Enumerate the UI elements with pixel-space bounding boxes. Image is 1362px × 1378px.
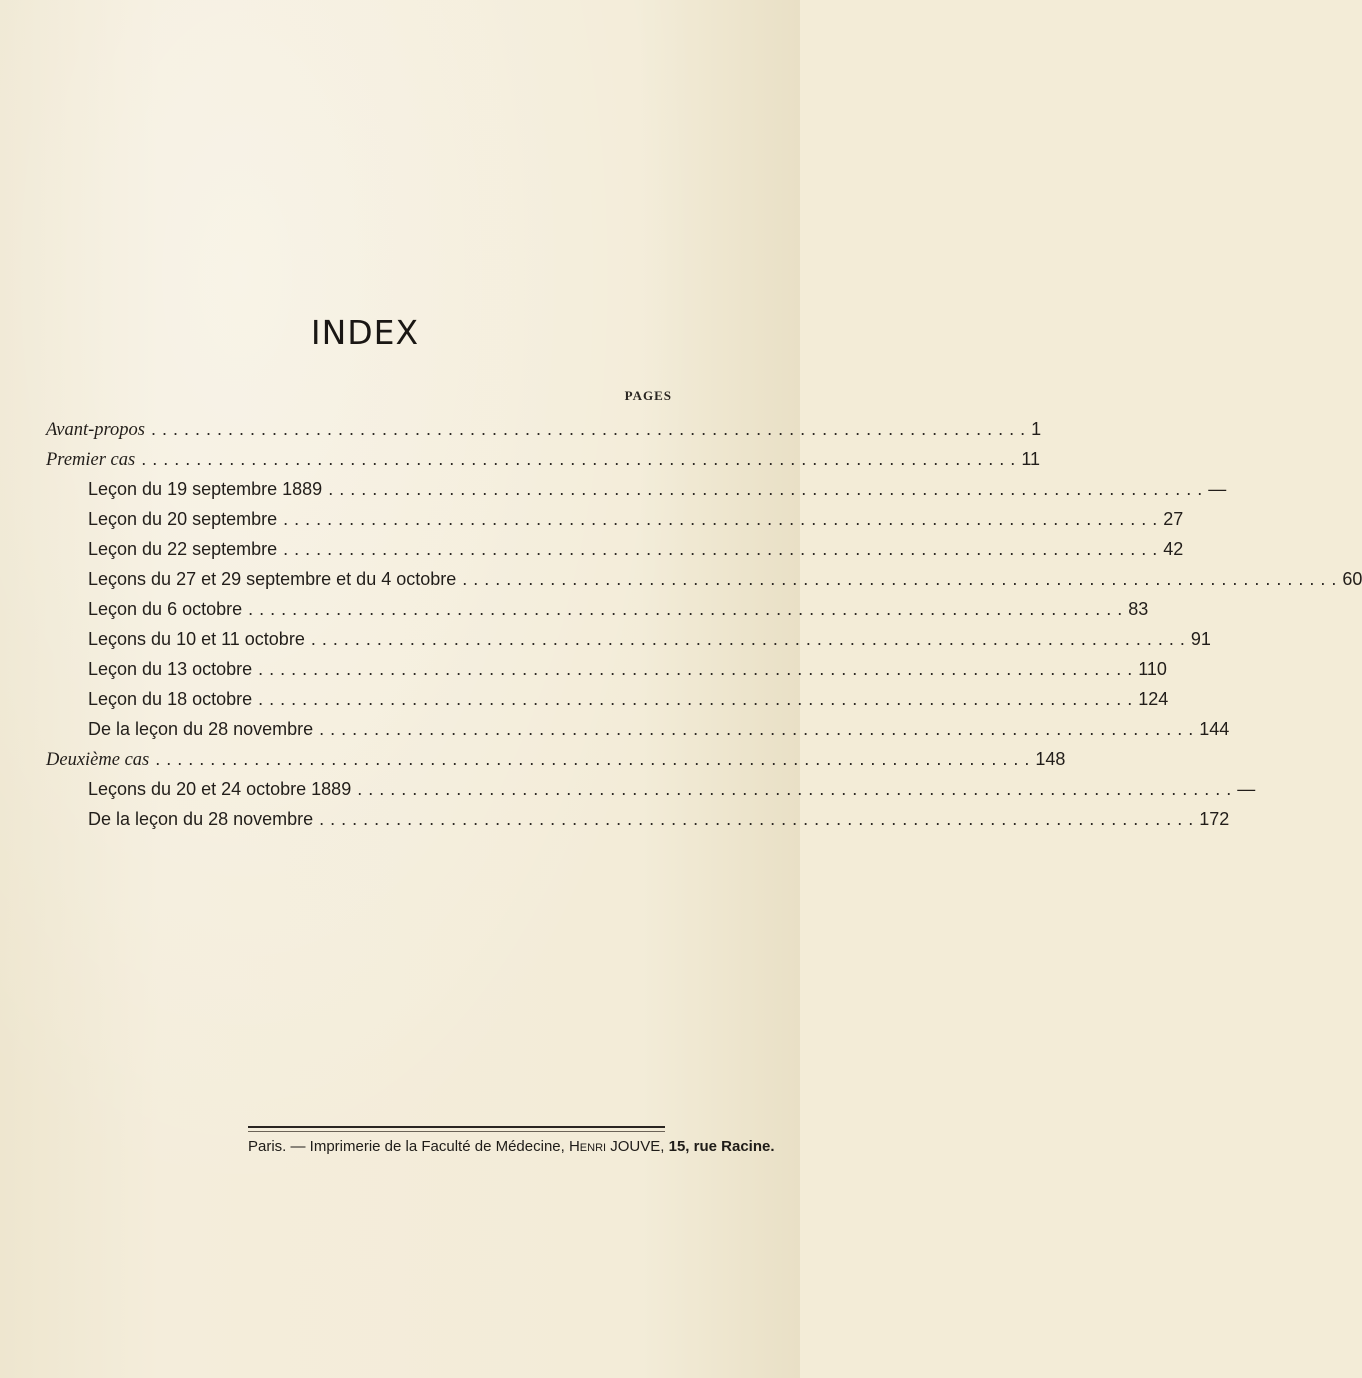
footer-rule-thin <box>248 1131 665 1132</box>
toc-section-entry <box>46 414 1042 444</box>
toc-entry-label: Leçon du 18 octobre <box>88 689 253 709</box>
imprint-prefix: Paris. — Imprimerie de la Faculté de Médecine, <box>248 1138 565 1155</box>
toc-entry-page-number: — <box>1208 479 1227 499</box>
toc-entry-page-number: 11 <box>1021 449 1040 469</box>
toc-entry <box>88 774 1256 804</box>
toc-section-entry <box>46 744 1066 774</box>
toc-entry <box>88 624 1211 654</box>
dot-leader: ................................................................................ <box>151 419 1032 439</box>
toc-entry-label: Leçon du 13 octobre <box>88 659 253 679</box>
dot-leader: ................................................................................ <box>141 449 1022 469</box>
dot-leader: ................................................................................ <box>155 749 1036 769</box>
dot-leader: ................................................................................ <box>319 809 1200 829</box>
toc-entry-label: Avant-propos <box>46 420 146 440</box>
printer-imprint <box>248 1138 775 1155</box>
dot-leader: ................................................................................ <box>328 479 1209 499</box>
toc-entry-page-number: 110 <box>1138 659 1167 679</box>
toc-section-entry <box>46 444 1040 474</box>
dot-leader: ................................................................................ <box>283 539 1164 559</box>
toc-entry-page-number: 83 <box>1128 599 1149 619</box>
toc-entry <box>88 594 1149 624</box>
toc-entry-page-number: 124 <box>1138 689 1169 709</box>
toc-entry-label: Leçon du 20 septembre <box>88 509 278 529</box>
toc-entry-page-number: 60 <box>1342 569 1362 589</box>
toc-entry-page-number: 42 <box>1163 539 1184 559</box>
pages-column-header: PAGES <box>624 388 672 403</box>
dot-leader: ................................................................................ <box>310 629 1191 649</box>
toc-entry-label: De la leçon du 28 novembre <box>88 719 314 739</box>
toc-entry <box>88 474 1227 504</box>
toc-entry-page-number: 148 <box>1035 749 1066 769</box>
footer-rule <box>248 1126 665 1128</box>
toc-entry <box>88 654 1167 684</box>
dot-leader: ................................................................................ <box>319 719 1200 739</box>
toc-entry-label: Leçon du 6 octobre <box>88 599 243 619</box>
imprint-street: 15, rue Racine. <box>668 1138 775 1155</box>
toc-entry-label: Leçons du 10 et 11 octobre <box>88 629 305 649</box>
toc-entry-page-number: 172 <box>1199 809 1230 829</box>
toc-entry-page-number: 27 <box>1163 509 1184 529</box>
toc-entry-label: Leçons du 20 et 24 octobre 1889 <box>88 779 352 799</box>
toc-entry-label: Premier cas <box>46 450 136 470</box>
dot-leader: ................................................................................ <box>357 779 1238 799</box>
toc-entry-label: Leçon du 22 septembre <box>88 539 278 559</box>
toc-entry-label: Leçons du 27 et 29 septembre et du 4 octobre <box>88 569 457 589</box>
dot-leader: ................................................................................ <box>248 599 1129 619</box>
dot-leader: ................................................................................ <box>283 509 1164 529</box>
toc-entry <box>88 534 1184 564</box>
toc-entry-page-number: 91 <box>1190 629 1211 649</box>
toc-entry-page-number: 1 <box>1031 419 1042 439</box>
toc-entry <box>88 684 1169 714</box>
dot-leader: ................................................................................ <box>258 689 1139 709</box>
dot-leader: ................................................................................ <box>462 569 1343 589</box>
toc-entry-label: De la leçon du 28 novembre <box>88 809 314 829</box>
toc-entry <box>88 804 1230 834</box>
toc-entry-label: Leçon du 19 septembre 1889 <box>88 479 323 499</box>
imprint-printer: Henri JOUVE, <box>568 1138 665 1155</box>
dot-leader: ................................................................................ <box>258 659 1139 679</box>
toc-entry-page-number: — <box>1237 779 1256 799</box>
toc-entry-label: Deuxième cas <box>46 750 150 770</box>
toc-entry-page-number: 144 <box>1199 719 1230 739</box>
toc-entry <box>88 564 1362 594</box>
toc-entry <box>88 714 1230 744</box>
page-title: INDEX <box>310 313 420 352</box>
toc-entry <box>88 504 1184 534</box>
